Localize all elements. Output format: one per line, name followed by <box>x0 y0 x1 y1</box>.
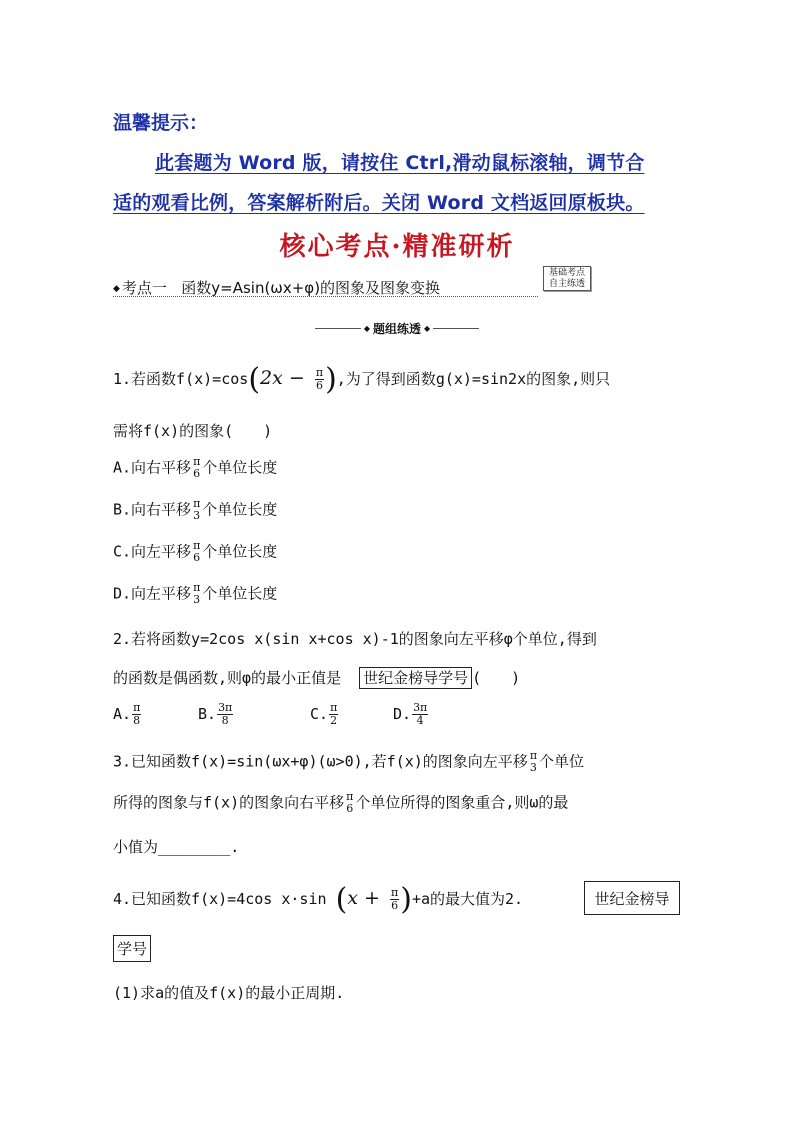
section-heading: 核心考点·精准研析 <box>279 232 515 262</box>
q2-option-b: B. $\frac{3\pi}{8}$ <box>198 701 233 727</box>
q2-option-d: D. $\frac{3\pi}{4}$ <box>393 701 428 727</box>
tip-line-2: 适的观看比例，答案解析附后。关闭 Word 文档返回原板块。 <box>113 192 645 214</box>
tip-title: 温馨提示： <box>113 112 209 134</box>
q1-option-d: D.向左平移 π 3 个单位长度 <box>113 581 278 606</box>
diamond-icon: ◆ <box>424 324 431 333</box>
kaodian-tag-line1: 基础考点 <box>548 268 585 278</box>
diamond-icon: ◆ <box>363 324 370 333</box>
q3-line3: 小值为________. <box>113 838 240 856</box>
section-title-row <box>0 320 794 337</box>
q3-line1: 3.已知函数f(x)=sin(ωx+φ)(ω>0),若f(x)的图象向左平移 π 3 个单位 <box>113 749 585 774</box>
q2-line1: 2.若将函数y=2cos x(sin x+cos x)-1的图象向左平移φ个单位,得到 <box>113 630 597 648</box>
kaodian-tag <box>543 266 591 291</box>
diamond-icon: ◆ <box>113 284 120 294</box>
boxed-label-continued: 学号 <box>113 935 151 962</box>
kaodian-topic: 函数y=Asin(ωx+φ)的图象及图象变换 <box>181 279 441 297</box>
kaodian-tag-line2: 自主练透 <box>548 279 585 289</box>
boxed-label: 世纪金榜导学号 <box>359 667 472 689</box>
kaodian-row <box>113 277 440 298</box>
q2-option-c: C. $\frac{\pi}{2}$ <box>310 701 338 727</box>
q1-option-b: B.向右平移 π 3 个单位长度 <box>113 497 278 522</box>
dotted-rule <box>113 296 538 297</box>
boxed-label: 世纪金榜导 <box>584 881 680 915</box>
q4-sub1: (1)求a的值及f(x)的最小正周期. <box>113 984 345 1002</box>
q2-line2: 的函数是偶函数,则φ的最小正值是 世纪金榜导学号 ( ) <box>113 669 521 687</box>
q3-line2: 所得的图象与f(x)的图象向右平移 π 6 个单位所得的图象重合,则ω的最 <box>113 790 569 815</box>
q2-option-a: A. $\frac{\pi}{8}$ <box>113 701 141 727</box>
tip-line-1: 此套题为 Word 版，请按住 Ctrl,滑动鼠标滚轴，调节合 <box>155 152 645 174</box>
q1-line2: 需将f(x)的图象( ) <box>113 422 273 440</box>
kaodian-label: 考点一 <box>121 279 167 297</box>
q4-line1: 4.已知函数f(x)=4cos x·sin (x + $\frac{\pi}{6}$ )+a的最大值为2. <box>113 882 524 917</box>
q1-option-c: C.向左平移 π 6 个单位长度 <box>113 539 278 564</box>
q1-line1: 1.若函数f(x)=cos(2x − $\frac{\pi}{6}$ ),为了得到函数g(x)=sin2x的图象,则只 <box>113 362 611 397</box>
section-title: 题组练透 <box>372 322 421 336</box>
q1-option-a: A.向右平移 π 6 个单位长度 <box>113 455 278 480</box>
